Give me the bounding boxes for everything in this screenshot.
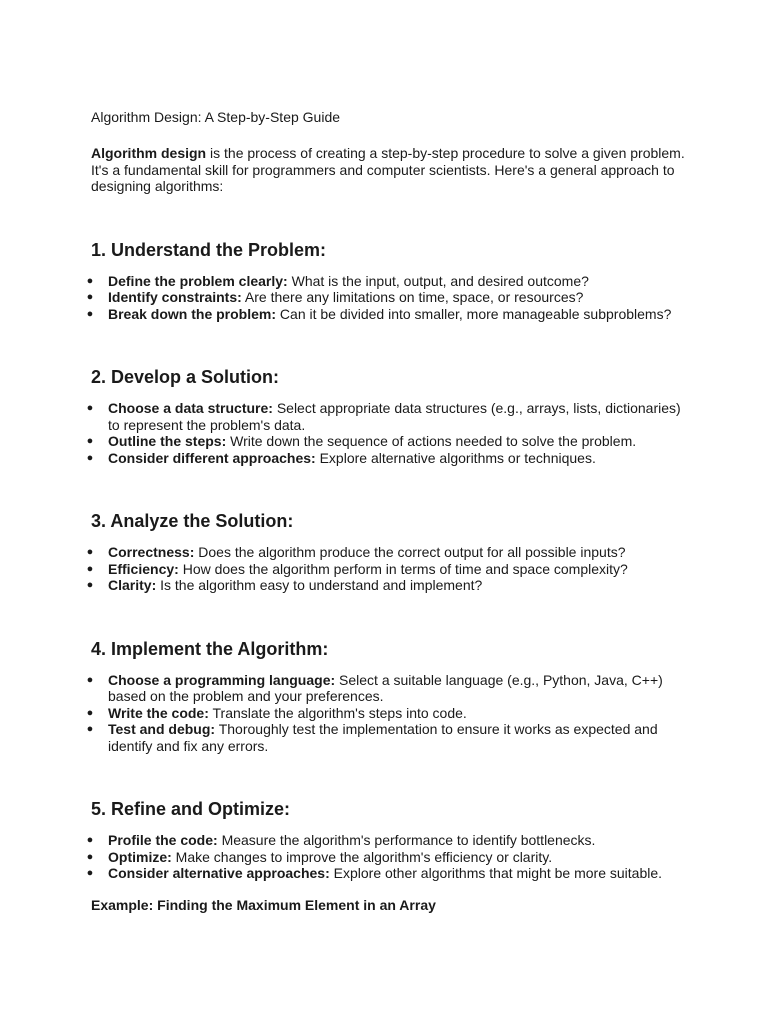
section-heading-develop: 2. Develop a Solution:	[91, 367, 280, 387]
bullet-icon: ●	[86, 546, 94, 558]
list-item-text: Make changes to improve the algorithm's efficiency or clarity.	[171, 848, 553, 865]
list-item-text: Thoroughly test the implementation to ensure it works as expected and identify and fix any errors.	[108, 721, 658, 754]
list-item	[86, 305, 691, 323]
list-item-text: How does the algorithm perform in terms of time and space complexity?	[178, 560, 628, 577]
list-item	[86, 449, 691, 467]
bullet-icon: ●	[86, 867, 94, 879]
section-heading-analyze: 3. Analyze the Solution:	[91, 511, 294, 531]
list-item-term: Profile the code:	[108, 832, 218, 848]
list-item	[86, 721, 691, 754]
intro-text: is the process of creating a step-by-step procedure to solve a given problem. It's a fundamental skill for programmers and computer scientists. Here's a general approach to designing algorithms:	[91, 145, 685, 194]
list-item-term: Define the problem clearly:	[108, 272, 288, 289]
list-item-text: Translate the algorithm's steps into code.	[208, 704, 467, 721]
bullet-icon: ●	[86, 402, 94, 414]
bullet-icon: ●	[86, 435, 94, 447]
example-heading: Example: Finding the Maximum Element in an Array	[91, 896, 436, 913]
list-item-text: Is the algorithm easy to understand and implement?	[156, 577, 483, 593]
bullet-icon: ●	[86, 723, 94, 735]
bullet-icon: ●	[86, 850, 94, 863]
list-item	[86, 865, 691, 882]
section-list-develop	[86, 400, 691, 466]
list-item	[86, 832, 691, 849]
list-item-text: Write down the sequence of actions needed to solve the problem.	[226, 433, 637, 449]
list-item-term: Correctness:	[108, 544, 195, 560]
bullet-icon: ●	[86, 706, 94, 719]
document-page	[86, 109, 691, 914]
bullet-icon: ●	[86, 307, 94, 320]
bullet-icon: ●	[86, 579, 94, 591]
intro-bold-term: Algorithm design	[91, 145, 207, 161]
bullet-icon: ●	[86, 834, 94, 846]
list-item	[86, 544, 691, 561]
section-heading-understand: 1. Understand the Problem:	[91, 239, 327, 260]
section-list-analyze	[86, 544, 691, 594]
list-item-text: Select appropriate data structures (e.g., arrays, lists, dictionaries) to represent the problem's data.	[108, 400, 681, 433]
bullet-icon: ●	[86, 291, 94, 303]
section-list-refine	[86, 832, 691, 882]
intro-paragraph	[91, 145, 691, 195]
list-item-text: Select a suitable language (e.g., Python, Java, C++) based on the problem and your preferences.	[108, 671, 663, 704]
list-item-term: Choose a data structure:	[108, 400, 273, 416]
list-item-term: Identify constraints:	[108, 289, 242, 305]
list-item-term: Consider alternative approaches:	[108, 865, 330, 881]
list-item-term: Test and debug:	[108, 721, 216, 737]
list-item-text: Explore other algorithms that might be more suitable.	[329, 865, 663, 881]
list-item-text: Measure the algorithm's performance to identify bottlenecks.	[217, 832, 596, 848]
list-item-term: Outline the steps:	[108, 433, 227, 449]
list-item-text: What is the input, output, and desired outcome?	[287, 272, 589, 289]
list-item-text: Can it be divided into smaller, more manageable subproblems?	[276, 305, 672, 322]
list-item	[86, 289, 691, 306]
bullet-icon: ●	[86, 451, 94, 464]
list-item-term: Efficiency:	[108, 560, 179, 577]
document-title: Algorithm Design: A Step-by-Step Guide	[91, 109, 341, 125]
list-item	[86, 272, 691, 290]
bullet-icon: ●	[86, 274, 94, 287]
list-item-term: Clarity:	[108, 577, 157, 593]
section-list-understand	[86, 272, 691, 323]
section-heading-refine: 5. Refine and Optimize:	[91, 799, 291, 819]
list-item	[86, 433, 691, 450]
bullet-icon: ●	[86, 562, 94, 575]
section-heading-implement: 4. Implement the Algorithm:	[91, 638, 329, 659]
list-item	[86, 400, 691, 433]
bullet-icon: ●	[86, 673, 94, 686]
list-item-term: Consider different approaches:	[108, 449, 316, 466]
list-item-term: Write the code:	[108, 704, 209, 721]
list-item-term: Optimize:	[108, 848, 172, 865]
list-item	[86, 848, 691, 866]
list-item	[86, 560, 691, 578]
list-item	[86, 704, 691, 722]
list-item	[86, 671, 691, 705]
list-item-text: Explore alternative algorithms or techniques.	[315, 449, 596, 466]
section-list-implement	[86, 671, 691, 755]
list-item	[86, 577, 691, 594]
list-item-term: Break down the problem:	[108, 305, 277, 322]
list-item-term: Choose a programming language:	[108, 671, 336, 688]
list-item-text: Does the algorithm produce the correct output for all possible inputs?	[194, 544, 626, 560]
list-item-text: Are there any limitations on time, space, or resources?	[241, 289, 584, 305]
